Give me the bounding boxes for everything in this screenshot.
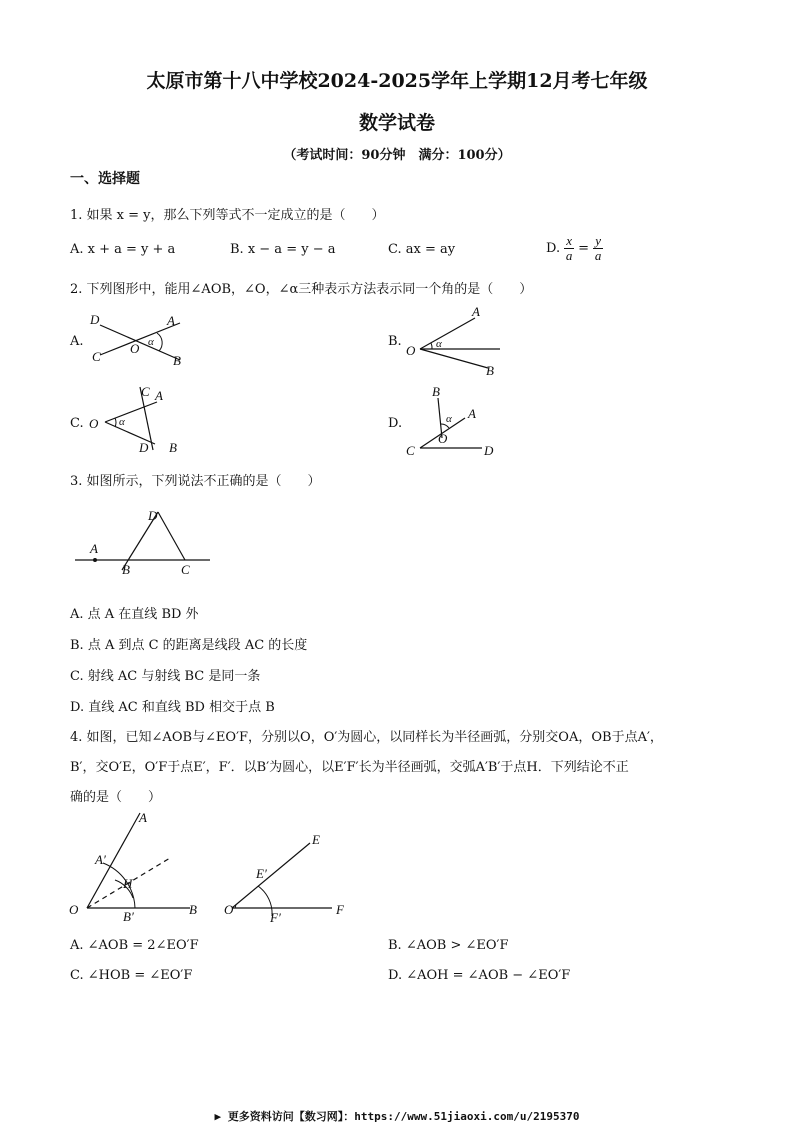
label: B′ <box>123 909 134 923</box>
q1-option-d <box>546 234 603 263</box>
q2-option-a: A. <box>70 334 84 349</box>
q4-option-a: A. ∠AOB = 2∠EO′F <box>70 938 199 953</box>
label: O <box>438 431 448 446</box>
label: A <box>139 810 147 825</box>
frac-num: y <box>595 233 601 248</box>
frac-num: x <box>566 233 573 248</box>
question-3-stem: 3. 如图所示，下列说法不正确的是（ ） <box>70 474 321 489</box>
label: α <box>148 336 154 348</box>
label: A <box>472 304 480 319</box>
q3-option-c: C. 射线 AC 与射线 BC 是同一条 <box>70 669 261 684</box>
page-title: 太原市第十八中学校2024-2025学年上学期12月考七年级 <box>146 70 648 92</box>
angle-arc <box>115 418 116 427</box>
ray-oa <box>105 402 157 422</box>
q2-figure-b <box>400 303 510 378</box>
label: D <box>90 312 100 327</box>
question-4-stem-line2: B′，交O′E，O′F于点E′，F′．以B′为圆心，以E′F′长为半径画弧，交弧A′B′于点H．下列结论不正 <box>70 760 629 775</box>
question-1-stem: 1. 如果 x = y，那么下列等式不一定成立的是（ ） <box>70 208 385 223</box>
label: O <box>69 902 79 917</box>
label: α <box>436 338 442 350</box>
q2-option-c: C. <box>70 416 84 431</box>
exam-info: （考试时间：90分钟 满分：100分） <box>283 148 511 163</box>
question-4-stem-line1: 4. 如图，已知∠AOB与∠EO′F，分别以O，O′为圆心，以同样长为半径画弧，分别交OA，OB于点A′， <box>70 730 663 745</box>
angle-arc <box>157 333 162 351</box>
q4-option-c: C. ∠HOB = ∠EO′F <box>70 968 193 983</box>
label: C <box>141 384 150 399</box>
label: O <box>406 343 416 358</box>
label: B <box>169 440 177 455</box>
label: O′ <box>224 902 237 917</box>
label: A <box>155 388 163 403</box>
frac-den: a <box>594 248 602 263</box>
label: B <box>486 363 494 378</box>
q2-figure-a <box>85 305 195 370</box>
section-heading: 一、选择题 <box>70 171 140 187</box>
label: D <box>139 440 149 455</box>
q1-option-a: A. x + a = y + a <box>70 242 176 257</box>
label: B <box>173 353 181 368</box>
page-subtitle: 数学试卷 <box>358 112 435 134</box>
q4-figure-left <box>65 808 215 923</box>
q4-option-b: B. ∠AOB > ∠EO′F <box>388 938 509 953</box>
label: A <box>90 541 98 556</box>
q1-option-b: B. x − a = y − a <box>230 242 336 257</box>
label: A <box>468 406 476 421</box>
label: F <box>336 902 344 917</box>
label: α <box>446 413 452 425</box>
ray-ob <box>420 349 488 368</box>
label: C <box>181 562 190 577</box>
q2-option-d: D. <box>388 416 403 431</box>
frac-den: a <box>565 248 573 263</box>
line-db <box>100 325 180 360</box>
label: O <box>130 341 140 356</box>
question-2-stem: 2. 下列图形中，能用∠AOB，∠O，∠α三种表示方法表示同一个角的是（ ） <box>70 282 533 297</box>
fraction-x-over-a <box>564 234 574 263</box>
q3-option-b: B. 点 A 到点 C 的距离是线段 AC 的长度 <box>70 638 308 653</box>
point-a <box>93 558 97 562</box>
segment-dc <box>158 512 185 560</box>
q2-option-b: B. <box>388 334 402 349</box>
q1-option-c: C. ax = ay <box>388 242 456 257</box>
question-4-stem-line3: 确的是（ ） <box>70 790 162 805</box>
q4-figure-right <box>220 828 360 923</box>
label: D <box>148 508 158 523</box>
q1-option-d-label: D. <box>546 241 561 256</box>
ray-oa <box>420 318 475 349</box>
equals-sign: = <box>578 241 590 256</box>
label: O <box>89 416 99 431</box>
label: F′ <box>270 910 281 923</box>
q4-option-d: D. ∠AOH = ∠AOB − ∠EO′F <box>388 968 571 983</box>
label: B <box>189 902 197 917</box>
angle-arc <box>431 343 432 349</box>
footer-link[interactable]: ▶ 更多资料访问【数习网】：https://www.51jiaoxi.com/u/2195370 <box>214 1110 580 1123</box>
label: C <box>406 443 415 458</box>
label: H <box>123 876 133 891</box>
label: E <box>312 832 320 847</box>
label: E′ <box>256 866 267 881</box>
q3-option-d: D. 直线 AC 和直线 BD 相交于点 B <box>70 700 275 715</box>
fraction-y-over-a <box>593 234 603 263</box>
label: C <box>92 349 101 364</box>
q3-option-a: A. 点 A 在直线 BD 外 <box>70 607 199 622</box>
label: B <box>432 384 440 399</box>
label: A′ <box>95 852 106 867</box>
label: D <box>484 443 494 458</box>
q2-figure-d <box>400 380 510 460</box>
label: α <box>119 416 125 428</box>
q3-figure <box>70 500 220 580</box>
ray-o-e <box>232 843 310 908</box>
q2-figure-c <box>85 382 185 457</box>
label: A <box>167 313 175 328</box>
label: B <box>122 562 130 577</box>
